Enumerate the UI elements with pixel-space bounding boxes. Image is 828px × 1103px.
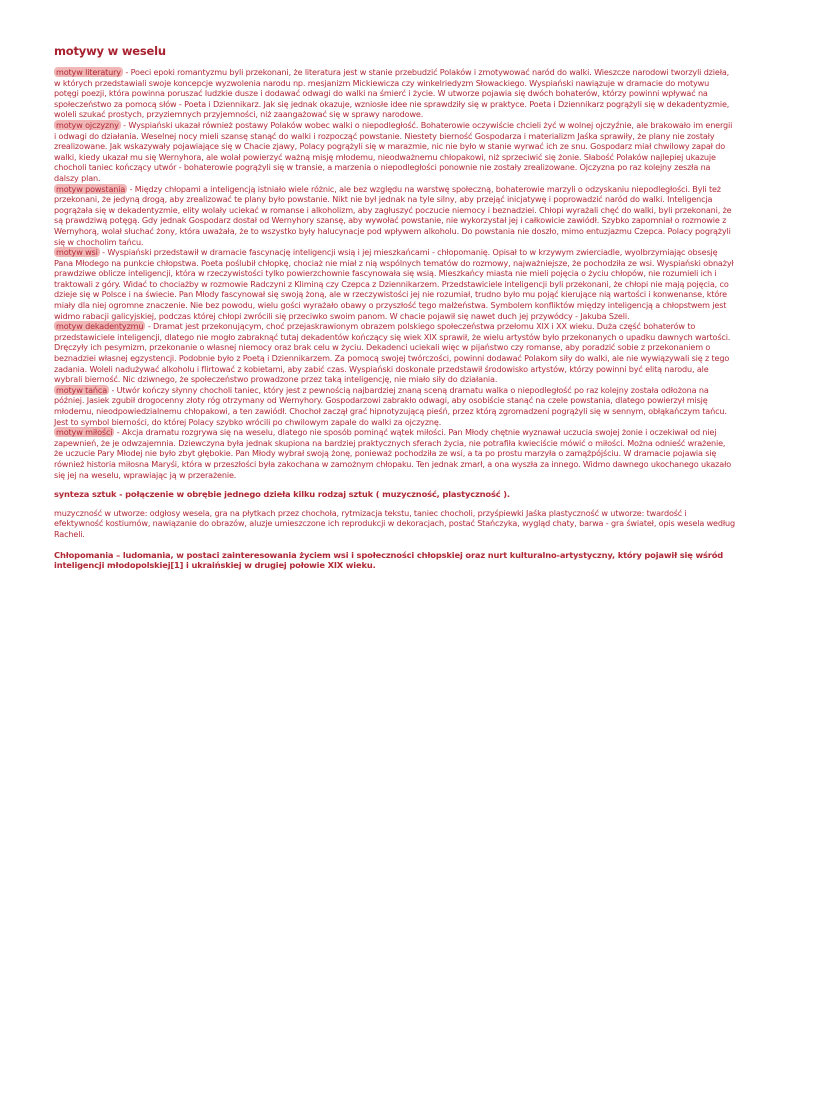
chlopomania-definition: Chłopomania – ludomania, w postaci zainteresowania życiem wsi i społeczności chłopskiej oraz nurt kulturalno-artystyczny, który pojawił się wśród inteligencji młodopolskiej[1] i ukraińskiej w drugiej połowie XIX wieku.	[54, 549, 724, 571]
section-text-dekadentyzm: - Dramat jest przekonującym, choć przejaskrawionym obrazem polskiego społeczeństwa przełomu XIX i XX wieku. Duża część bohaterów to przedstawiciele inteligencji, dlatego nie mogło zabraknąć tutaj dekadentów kończący się wiek XIX sprawił, że wielu artystów było przekonanych o upadku dawnych wartości. Dręczyły ich pesymizm, przekonanie o własnej niemocy oraz brak celu w życiu. Dekadenci uciekali więc w pijaństwo czy romanse, aby poradzić sobie z przekonaniem o beznadziei własnej egzystencji. Podobnie było z Poetą i Dziennikarzem. Za pomocą swojej twórczości, powinni dodawać Polakom siły do walki, ale nie wywiązywali się z tego zadania. Woleli nadużywać alkoholu i flirtować z kobietami, aby zabić czas. Wyspiański doskonale przedstawił środowisko artystów, którzy powinni być elitą narodu, ale wybrali bierność. Nic dziwnego, że społeczeństwo prowadzone przez taką inteligencję, nie miało siły do działania.	[54, 321, 731, 385]
section-ojczyzna	[54, 120, 736, 184]
section-milosc	[54, 427, 736, 480]
section-heading-wies: motyw wsi	[56, 247, 98, 258]
section-text-taniec: - Utwór kończy słynny chocholi taniec, który jest z pewnością najbardziej znaną sceną dramatu walka o niepodległość po raz kolejny została odłożona na później. Jasiek zgubił drogocenny złoty róg otrzymany od Wernyhory. Gospodarzowi zabrakło odwagi, aby osobiście stanąć na czele powstania, dlatego powierzył misję młodemu, nieodpowiedzialnemu chłopakowi, a ten zawiódł. Chochoł zaczął grać hipnotyzującą pieśń, przez którą zgromadzeni pogrążyli się w sennym, obłąkańczym tańcu. Jest to symbol bierności, do której Polacy szybko wrócili po chwilowym zapale do walki za ojczyznę.	[54, 384, 727, 427]
section-dekadentyzm	[54, 321, 736, 385]
section-text-milosc: - Akcja dramatu rozgrywa się na weselu, dlatego nie sposób pominąć wątek miłości. Pan Młody chętnie wyznawał uczucia swojej żonie i oczekiwał od niej zapewnień, że je odwzajemnia. Dziewczyna była jednak skupiona na bardziej praktycznych sferach życia, nie potrafiła kwieciście mówić o miłości. Można odnieść wrażenie, że uczucie Pary Młodej nie było zbyt głębokie. Pan Młody wybrał swoją żonę, ponieważ pochodziła ze wsi, a ta po prostu marzyła o zamążpójściu. W dramacie pojawia się również historia miłosna Maryśi, która w przeszłości była zakochana w zamożnym chłopaku. Ten jednak zmarł, a ona wyszła za innego. Widmo dawnego ukochanego ukazało się jej na weselu, wprawiając ją w przerażenie.	[54, 427, 732, 480]
note-page	[54, 44, 736, 571]
section-literatura	[54, 67, 736, 120]
section-powstanie	[54, 184, 736, 248]
section-heading-taniec: motyw tańca	[56, 384, 108, 395]
muzycznosc-plastycznosc-paragraph: muzyczność w utworze: odgłosy wesela, gra na płytkach przez chochoła, rytmizacja tekstu, taniec chocholi, przyśpiewki Jaśka plastyczność w utworze: twardość i efektywność kostiumów, nawiązanie do obrazów, aluzje umieszczone ich reprodukcji w dekoracjach, postać Stańczyka, wygląd chaty, barwa - gra świateł, opis wesela według Racheli.	[54, 507, 735, 539]
page-title: motywy w weselu	[54, 44, 166, 58]
section-text-literatura: - Poeci epoki romantyzmu byli przekonani, że literatura jest w stanie przebudzić Polaków i zmotywować naród do walki. Wieszcze narodowi tworzyli dzieła, w których przedstawiali swoje koncepcje wyzwolenia narodu np. mesjanizm Mickiewicza czy winkelriedyzm Słowackiego. Wyspiański nawiązuje w dramacie do motywu potęgi poezji, która powinna poruszać ludzkie dusze i dodawać odwagi do walki na śmierć i życie. W utworze pojawia się dwóch bohaterów, którzy powinni wpływać na społeczeństwo za pomocą słów - Poeta i Dziennikarz. Jak się jednak okazuje, wzniosłe idee nie sprawdziły się w praktyce. Poeta i Dziennikarz pogrążyli się w dekadentyzmie, woleli szukać prostych, przyziemnych przyjemności, niż zaangażować się w sprawy narodowe.	[54, 67, 730, 120]
section-heading-literatura: motyw literatury	[56, 67, 121, 77]
section-text-ojczyzna: - Wyspiański ukazał również postawy Polaków wobec walki o niepodległość. Bohaterowie oczywiście chcieli żyć w wolnej ojczyźnie, ale brakowało im energii i odwagi do działania. Weselnej nocy mieli szansę stanąć do walki i rozpocząć powstanie. Niestety bierność Gospodarza i materializm Jaśka sprawiły, że plany nie zostały zrealizowane. Jak wskazywały pojawiające się w Chacie zjawy, Polacy pogrążyli się w marazmie, nic nie było w stanie wyrwać ich ze snu. Gospodarz miał chwilowy zapał do walki, kiedy ukazał mu się Wernyhora, ale wolał powierzyć ważną misję młodemu, nieodważnemu chłopakowi, niż sprzeciwić się żonie. Słabość Polaków najlepiej ukazuje chocholi taniec kończący utwór - bohaterowie pogrążyli się w transie, a marzenia o niepodległości ponownie nie zostały zrealizowane. Ojczyzna po raz kolejny zeszła na dalszy plan.	[54, 119, 733, 183]
section-heading-dekadentyzm: motyw dekadentyzmu	[56, 321, 144, 332]
section-heading-milosc: motyw miłości	[56, 427, 113, 438]
section-text-wies: - Wyspiański przedstawił w dramacie fascynację inteligencji wsią i jej mieszkańcami - chłopomanię. Opisał to w krzywym zwierciadle, wyolbrzymiając obsesję Pana Młodego na punkcie chłopstwa. Poeta poślubił chłopkę, chociaż nie miał z nią wspólnych tematów do rozmowy, najważniejsze, że pochodziła ze wsi. Wyspiański obnażył prawdziwe oblicze inteligencji, która w rzeczywistości tylko powierzchownie fascynowała się wsią. Mieszkańcy miasta nie mieli pojęcia o życiu chłopów, nie rozumieli ich i traktowali z góry. Widać to chociażby w rozmowie Radczyni z Kliminą czy Czepca z Dziennikarzem. Przedstawiciele inteligencji byli przekonani, że chłopi nie mają pojęcia, co dzieje się w Polsce i na świecie. Pan Młody fascynował się swoją żoną, ale w rzeczywistości jej nie rozumiał, trudno było mu pojąć kierujące nią wartości i konwenanse, które miały dla niej ogromne znaczenie. Nie bez powodu, wielu gości wyrażało obawy o przyszłość tego małżeństwa. Symbolem konfliktów między inteligencją a chłopstwem jest widmo rabacji galicyjskiej, podczas której chłopi zwrócili się przeciwko swoim panom. W chacie pojawił się nawet duch jej przywódcy - Jakuba Szeli.	[54, 247, 734, 321]
section-wies	[54, 247, 736, 321]
synteza-sztuk-definition: synteza sztuk - połączenie w obrębie jednego dzieła kilku rodzaj sztuk ( muzyczność, plastyczność ).	[54, 489, 510, 500]
section-taniec	[54, 385, 736, 427]
section-text-powstanie: - Między chłopami a inteligencją istniało wiele różnic, ale bez względu na warstwę społeczną, bohaterowie marzyli o odzyskaniu niepodległości. Byli też przekonani, że jedyną drogą, aby zrealizować te plany było powstanie. Nikt nie był jednak na tyle silny, aby przejąć inicjatywę i poprowadzić naród do walki. Inteligencja pogrążała się w dekadentyzmie, elity wolały uciekać w romanse i alkoholizm, aby zagłuszyć poczucie niemocy i beznadziei. Chłopi wyrażali chęć do walki, byli przekonani, że są prawdziwą potęgą. Gdy jednak Gospodarz dostał od Wernyhory szansę, aby wywołać powstanie, nie wykorzystał jej i całkowicie zawiódł. Szybko zapomniał o rozmowie z Wernyhorą, wolał słuchać żony, która uważała, że to wszystko były halucynacje pod wpływem alkoholu. Do powstania nie doszło, mimo entuzjazmu Czepca. Polacy pogrążyli się w chocholim tańcu.	[54, 183, 732, 247]
section-heading-powstanie: motyw powstania	[56, 183, 126, 194]
section-heading-ojczyzna: motyw ojczyzny	[56, 119, 119, 130]
